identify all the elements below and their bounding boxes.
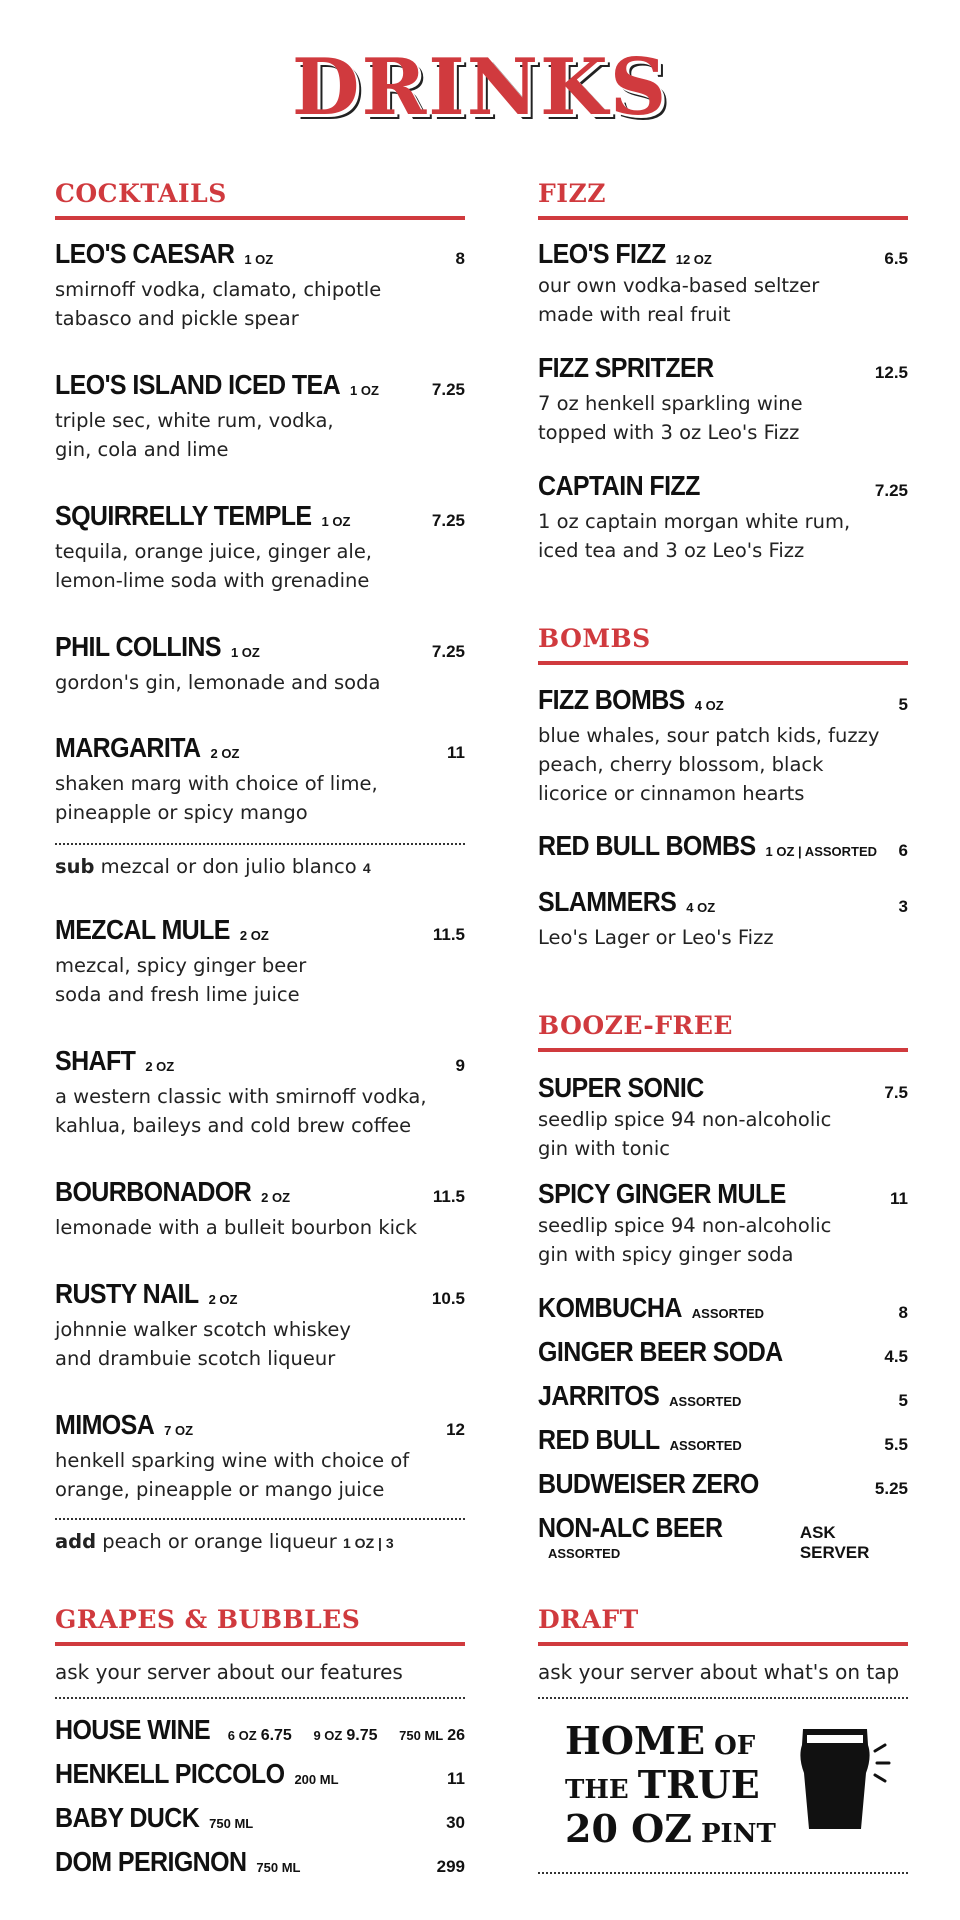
item-size: 200 ML: [294, 1772, 339, 1787]
item-size: 2 OZ: [145, 1059, 175, 1074]
section-heading: BOMBS: [538, 624, 651, 653]
section-heading: BOOZE-FREE: [538, 1011, 733, 1040]
menu-item: [538, 1072, 908, 1163]
item-price: 7.5: [884, 1083, 908, 1102]
item-description: shaken marg with choice of lime, pineapple or spicy mango: [55, 772, 378, 824]
menu-item: [55, 1802, 465, 1835]
item-name: SUPER SONIC: [538, 1072, 704, 1104]
item-name: DOM PERIGNON: [55, 1846, 247, 1878]
item-description: triple sec, white rum, vodka, gin, cola and lime: [55, 409, 334, 461]
promo-word: TRUE: [637, 1762, 760, 1807]
item-price: ASK SERVER: [799, 1523, 870, 1562]
upgrade-lead: sub: [55, 855, 95, 878]
pint-glass-icon: [793, 1725, 893, 1835]
house-wine-prices: [228, 1727, 465, 1745]
section-heading: DRAFT: [538, 1605, 639, 1634]
item-size: 12 OZ: [675, 252, 712, 267]
item-description: Leo's Lager or Leo's Fizz: [538, 926, 774, 949]
item-description: 7 oz henkell sparkling wine topped with 3 oz Leo's Fizz: [538, 392, 803, 444]
dotted-divider: [55, 1697, 465, 1699]
wine-price: 26: [447, 1727, 465, 1744]
promo-word: THE: [565, 1775, 638, 1805]
item-price: 5: [898, 1391, 908, 1410]
item-description: a western classic with smirnoff vodka, kahlua, baileys and cold brew coffee: [55, 1085, 427, 1137]
menu-title: DRINKS: [291, 42, 669, 133]
upgrade-text: peach or orange liqueur: [96, 1530, 343, 1553]
item-size: ASSORTED: [669, 1438, 742, 1453]
promo-word: PINT: [691, 1819, 776, 1849]
menu-item: [55, 631, 465, 697]
item-size: 750 ML: [209, 1816, 254, 1831]
item-name: PHIL COLLINS: [55, 631, 221, 663]
item-price: 11: [447, 1769, 465, 1788]
item-name: LEO'S ISLAND ICED TEA: [55, 369, 341, 401]
menu-item: [55, 732, 465, 827]
item-price: 4.5: [884, 1347, 908, 1366]
item-description: gordon's gin, lemonade and soda: [55, 671, 381, 694]
section-grapes: [55, 1604, 465, 1684]
wine-size: 750 ML: [399, 1728, 444, 1743]
item-price: 5.5: [884, 1435, 908, 1454]
section-fizz: [538, 178, 908, 220]
menu-item: [55, 1846, 465, 1879]
menu-item: [538, 830, 908, 863]
section-rule: [538, 216, 908, 220]
item-description: seedlip spice 94 non-alcoholic gin with spicy ginger soda: [538, 1214, 832, 1266]
item-name: JARRITOS: [538, 1380, 660, 1412]
promo-word: HOME: [565, 1718, 706, 1763]
menu-item: [55, 369, 465, 464]
menu-item: [538, 1380, 908, 1413]
item-size: 4 OZ: [694, 698, 724, 713]
item-size: ASSORTED: [669, 1394, 742, 1409]
item-name: GINGER BEER SODA: [538, 1336, 783, 1368]
item-name: HOUSE WINE: [55, 1714, 211, 1746]
item-name: SQUIRRELLY TEMPLE: [55, 500, 312, 532]
item-size: ASSORTED: [548, 1546, 621, 1561]
item-name: MARGARITA: [55, 732, 201, 764]
pint-promo: [565, 1715, 905, 1851]
menu-item: [55, 914, 465, 1009]
dotted-divider: [55, 1518, 465, 1520]
section-heading: GRAPES & BUBBLES: [55, 1605, 361, 1634]
menu-item: [55, 1176, 465, 1242]
house-wine-row: [55, 1714, 465, 1747]
item-description: mezcal, spicy ginger beer soda and fresh lime juice: [55, 954, 307, 1006]
menu-item: [55, 1045, 465, 1140]
section-bombs: [538, 623, 908, 665]
item-description: johnnie walker scotch whiskey and drambuie scotch liqueur: [55, 1318, 351, 1370]
upgrade-lead: add: [55, 1530, 97, 1553]
item-name: MEZCAL MULE: [55, 914, 230, 946]
menu-item: [538, 1336, 908, 1369]
item-price: 11.5: [432, 1187, 465, 1206]
item-price: 10.5: [431, 1289, 465, 1308]
section-rule: [538, 1642, 908, 1646]
item-name: FIZZ BOMBS: [538, 684, 685, 716]
menu-item: [538, 352, 908, 447]
item-size: ASSORTED: [691, 1306, 765, 1321]
item-size: 1 OZ: [244, 252, 274, 267]
item-name: LEO'S FIZZ: [538, 238, 666, 270]
section-note: ask your server about our features: [55, 1660, 403, 1684]
item-name: SPICY GINGER MULE: [538, 1178, 786, 1210]
menu-item: [538, 238, 908, 329]
item-price: 12: [446, 1420, 465, 1439]
item-size: 1 OZ: [321, 514, 351, 529]
item-price: 11.5: [432, 925, 465, 944]
dotted-divider: [538, 1697, 908, 1699]
item-size: 2 OZ: [208, 1292, 238, 1307]
menu-item: [538, 1468, 908, 1501]
menu-item: [538, 1512, 908, 1563]
item-name: KOMBUCHA: [538, 1292, 682, 1324]
item-size: 2 OZ: [261, 1190, 291, 1205]
wine-price: 6.75: [260, 1727, 292, 1744]
section-heading: FIZZ: [538, 179, 606, 208]
dotted-divider: [538, 1872, 908, 1874]
item-size: 1 OZ | ASSORTED: [765, 844, 878, 859]
item-description: henkell sparking wine with choice of orange, pineapple or mango juice: [55, 1449, 410, 1501]
item-price: 7.25: [431, 511, 465, 530]
item-price: 11: [447, 743, 465, 762]
item-price: 5: [898, 695, 908, 714]
menu-item: [55, 238, 465, 333]
section-note: ask your server about what's on tap: [538, 1660, 900, 1684]
item-price: 6.5: [884, 249, 908, 268]
item-description: smirnoff vodka, clamato, chipotle tabasco and pickle spear: [55, 278, 382, 330]
item-size: 4 OZ: [686, 900, 716, 915]
item-price: 9: [455, 1056, 465, 1075]
item-price: 6: [898, 841, 908, 860]
item-size: 750 ML: [256, 1860, 301, 1875]
item-name: BUDWEISER ZERO: [538, 1468, 759, 1500]
item-price: 12.5: [874, 363, 908, 382]
promo-word: 20 OZ: [565, 1806, 692, 1851]
item-name: RUSTY NAIL: [55, 1278, 199, 1310]
item-size: 7 OZ: [164, 1423, 194, 1438]
upgrade-text: mezcal or don julio blanco: [94, 855, 363, 878]
item-name: RED BULL: [538, 1424, 660, 1456]
upgrade-detail: 1 OZ | 3: [343, 1535, 394, 1551]
item-name: LEO'S CAESAR: [55, 238, 235, 270]
menu-item: [538, 684, 908, 808]
item-name: HENKELL PICCOLO: [55, 1758, 285, 1790]
item-price: 8: [898, 1303, 908, 1322]
menu-item: [538, 470, 908, 565]
item-description: 1 oz captain morgan white rum, iced tea and 3 oz Leo's Fizz: [538, 510, 851, 562]
item-price: 7.25: [431, 380, 465, 399]
menu-title-wrap: [0, 42, 960, 133]
menu-item: [55, 500, 465, 595]
menu-item: [538, 1178, 908, 1269]
mimosa-upgrade: [55, 1530, 465, 1553]
item-price: 299: [436, 1857, 465, 1876]
item-name: BABY DUCK: [55, 1802, 200, 1834]
wine-price: 9.75: [346, 1727, 378, 1744]
section-rule: [55, 1642, 465, 1646]
item-price: 5.25: [874, 1479, 908, 1498]
menu-item: [538, 1424, 908, 1457]
section-heading: COCKTAILS: [55, 179, 227, 208]
item-price: 7.25: [874, 481, 908, 500]
item-price: 3: [898, 897, 908, 916]
item-price: 8: [455, 249, 465, 268]
item-name: CAPTAIN FIZZ: [538, 470, 700, 502]
item-size: 2 OZ: [239, 928, 269, 943]
item-price: 7.25: [431, 642, 465, 661]
item-price: 30: [446, 1813, 465, 1832]
menu-item: [538, 886, 908, 952]
promo-text: [565, 1718, 776, 1855]
section-draft: [538, 1604, 908, 1684]
item-description: tequila, orange juice, ginger ale, lemon-lime soda with grenadine: [55, 540, 373, 592]
section-rule: [55, 216, 465, 220]
item-description: blue whales, sour patch kids, fuzzy peach, cherry blossom, black licorice or cinnamon hearts: [538, 724, 880, 805]
item-name: BOURBONADOR: [55, 1176, 252, 1208]
promo-word: OF: [705, 1731, 756, 1761]
section-booze-free: [538, 1010, 908, 1052]
item-description: seedlip spice 94 non-alcoholic gin with tonic: [538, 1108, 832, 1160]
item-description: our own vodka-based seltzer made with real fruit: [538, 274, 820, 326]
item-size: 1 OZ: [230, 645, 260, 660]
wine-size: 9 OZ: [313, 1728, 343, 1743]
menu-item: [55, 1758, 465, 1791]
item-price: 11: [890, 1189, 908, 1208]
menu-item: [55, 1409, 465, 1504]
item-name: FIZZ SPRITZER: [538, 352, 714, 384]
dotted-divider: [55, 843, 465, 845]
menu-item: [55, 1278, 465, 1373]
wine-size: 6 OZ: [227, 1728, 257, 1743]
section-cocktails: [55, 178, 465, 220]
item-size: 1 OZ: [350, 383, 379, 398]
margarita-upgrade: [55, 855, 465, 878]
item-name: RED BULL BOMBS: [538, 830, 756, 862]
item-name: NON-ALC BEER: [538, 1512, 723, 1544]
item-description: lemonade with a bulleit bourbon kick: [55, 1216, 418, 1239]
section-rule: [538, 661, 908, 665]
item-name: SLAMMERS: [538, 886, 677, 918]
item-name: SHAFT: [55, 1045, 136, 1077]
item-size: 2 OZ: [210, 746, 240, 761]
item-name: MIMOSA: [55, 1409, 155, 1441]
section-rule: [538, 1048, 908, 1052]
menu-item: [538, 1292, 908, 1325]
upgrade-price: 4: [362, 860, 371, 876]
